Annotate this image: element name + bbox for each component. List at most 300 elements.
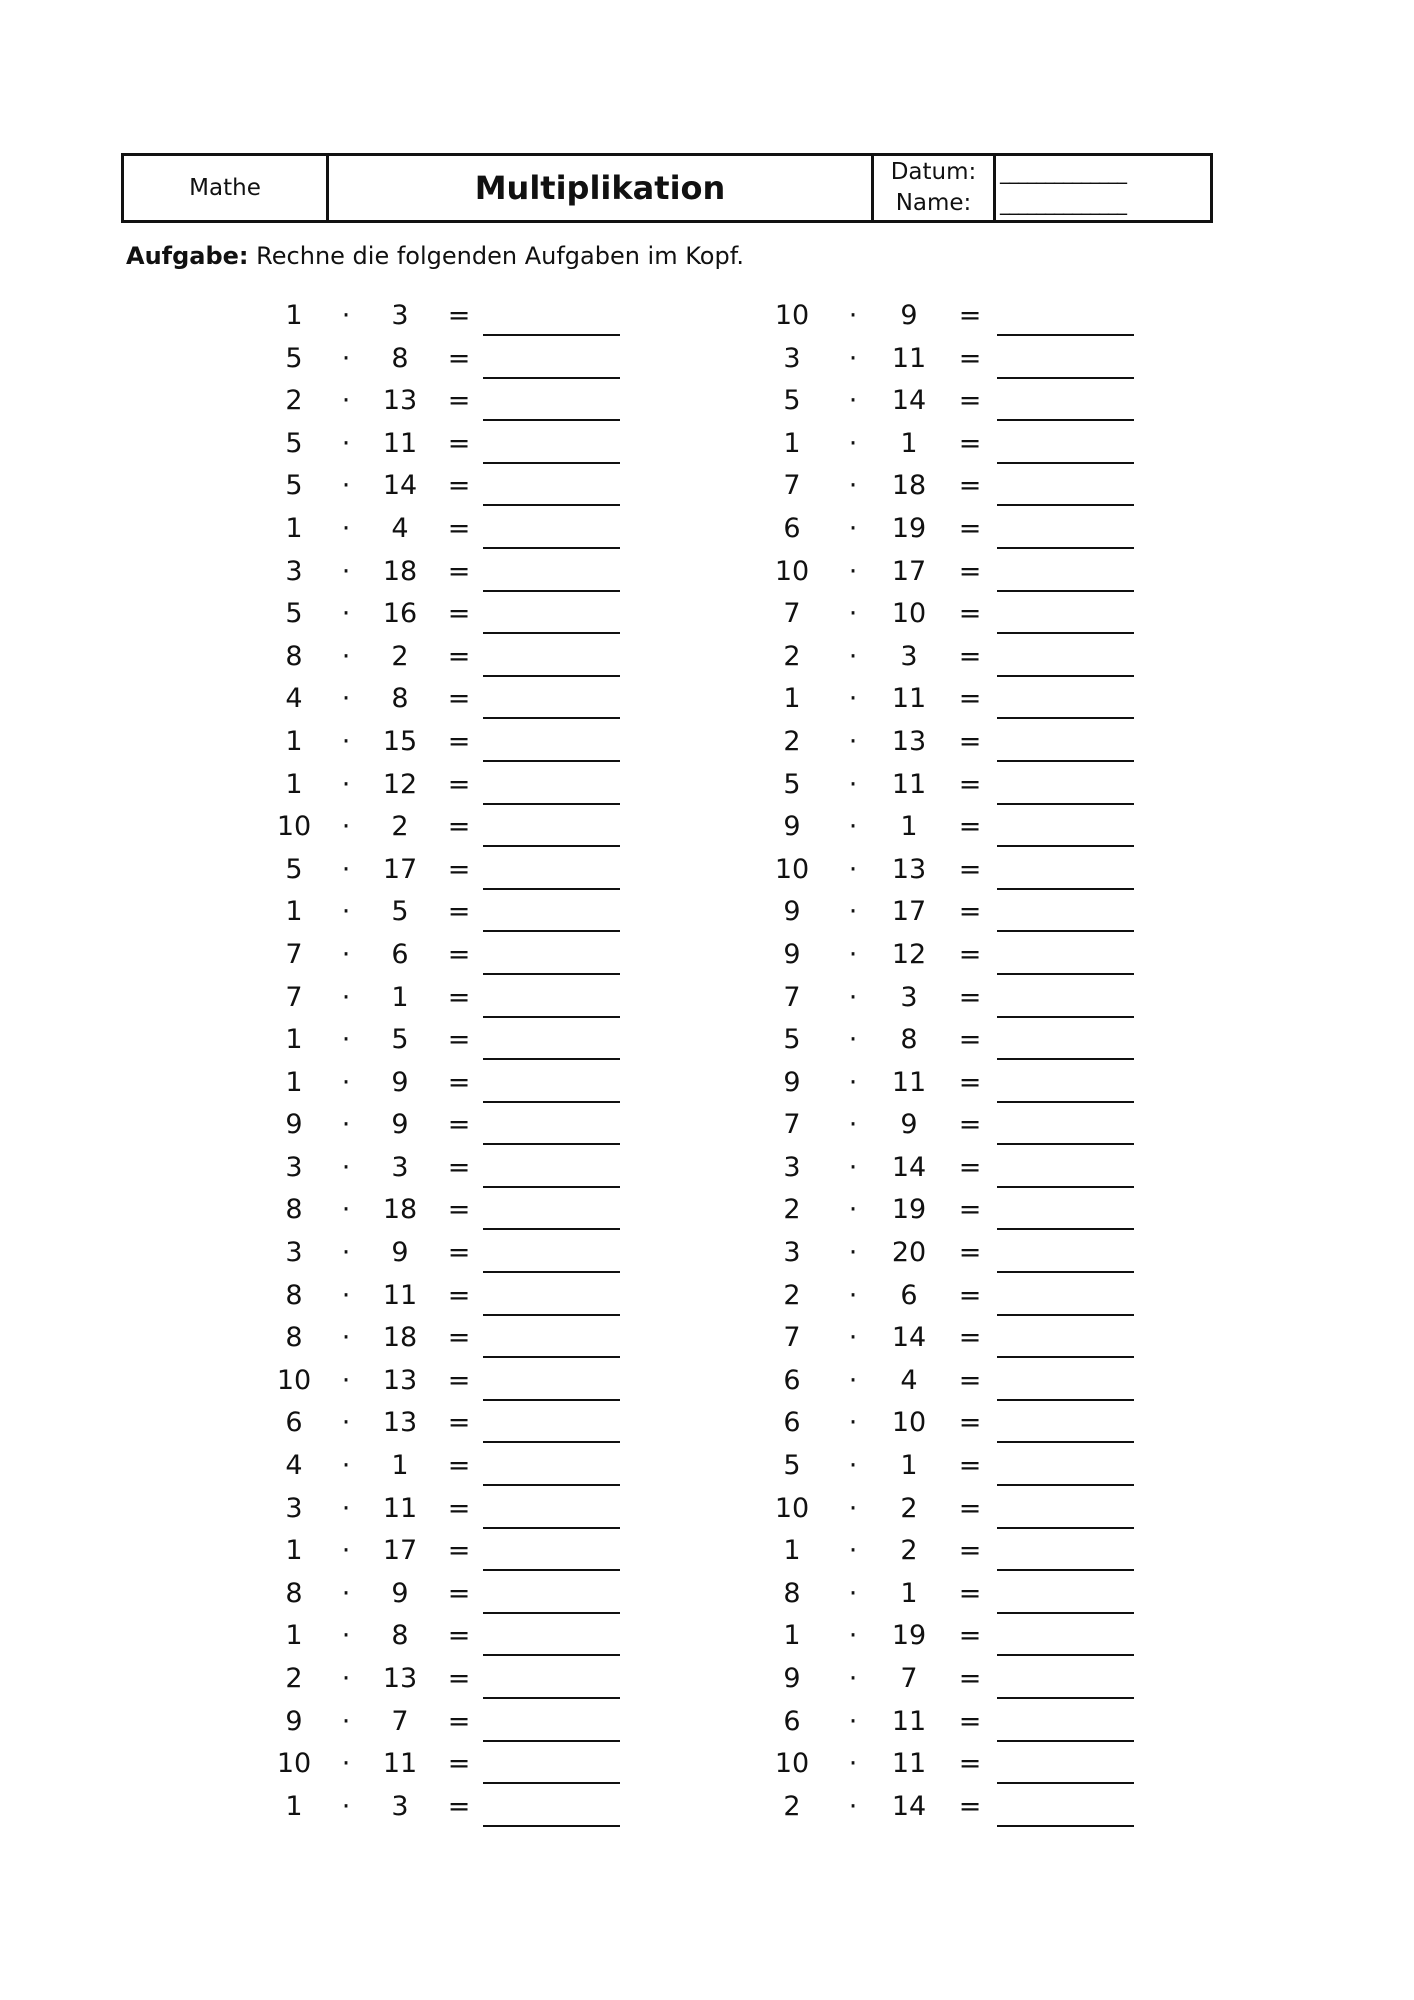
factor-b: 8 <box>391 342 409 374</box>
factor-a: 1 <box>783 1535 801 1567</box>
factor-b: 7 <box>900 1663 918 1694</box>
times-sign: · <box>848 896 858 928</box>
factor-a: 10 <box>276 1748 312 1780</box>
times-sign: · <box>341 342 351 374</box>
answer-line[interactable] <box>997 462 1134 464</box>
factor-a: 8 <box>783 1577 801 1609</box>
equals-sign: = <box>958 1492 982 1524</box>
factor-b: 11 <box>382 427 418 459</box>
times-sign: · <box>341 1364 351 1396</box>
name-label: Name: <box>895 190 972 216</box>
factor-b: 11 <box>382 1748 418 1780</box>
equals-sign: = <box>958 1577 982 1609</box>
times-sign: · <box>341 1279 351 1311</box>
equals-sign: = <box>958 1407 982 1439</box>
problem-row <box>0 680 982 723</box>
problem-row <box>0 553 982 596</box>
factor-a: 3 <box>285 1492 303 1524</box>
factor-b: 13 <box>382 385 418 417</box>
problem-row <box>0 1234 982 1277</box>
factor-b: 12 <box>891 938 927 970</box>
problem-row <box>0 1447 982 1490</box>
times-sign: · <box>341 811 351 843</box>
equals-sign: = <box>958 1705 982 1737</box>
times-sign: · <box>341 768 351 800</box>
factor-b: 13 <box>382 1364 418 1396</box>
times-sign: · <box>341 1577 351 1609</box>
factor-a: 5 <box>783 1450 801 1482</box>
equals-sign: = <box>447 1407 471 1439</box>
answer-line[interactable] <box>997 760 1134 762</box>
answer-line[interactable] <box>997 803 1134 805</box>
equals-sign: = <box>958 1151 982 1183</box>
times-sign: · <box>848 1748 858 1780</box>
factor-a: 6 <box>783 1364 801 1396</box>
times-sign: · <box>341 1790 351 1822</box>
factor-a: 7 <box>285 981 303 1013</box>
answer-line[interactable] <box>997 504 1134 506</box>
times-sign: · <box>848 1492 858 1524</box>
problem-row <box>0 1703 982 1746</box>
factor-a: 10 <box>774 1492 810 1524</box>
factor-a: 5 <box>285 598 303 630</box>
factor-b: 9 <box>391 1237 409 1269</box>
factor-a: 9 <box>783 811 801 843</box>
problem-row <box>0 510 982 553</box>
problem-row <box>0 340 982 383</box>
equals-sign: = <box>447 896 471 928</box>
factor-b: 18 <box>382 1194 418 1226</box>
times-sign: · <box>341 1450 351 1482</box>
equals-sign: = <box>447 342 471 374</box>
equals-sign: = <box>958 896 982 928</box>
factor-b: 9 <box>900 1109 918 1141</box>
times-sign: · <box>341 1066 351 1098</box>
answer-line[interactable] <box>997 1740 1134 1742</box>
problem-row <box>0 1575 982 1618</box>
factor-b: 14 <box>891 1790 927 1822</box>
equals-sign: = <box>958 938 982 970</box>
equals-sign: = <box>958 1535 982 1567</box>
problem-row <box>0 808 982 851</box>
factor-a: 2 <box>783 1194 801 1226</box>
answer-line[interactable] <box>997 845 1134 847</box>
factor-a: 1 <box>285 1620 303 1652</box>
factor-b: 13 <box>382 1663 418 1694</box>
answer-line[interactable] <box>997 590 1134 592</box>
factor-b: 1 <box>900 1450 918 1482</box>
times-sign: · <box>848 1705 858 1737</box>
answer-line[interactable] <box>997 1527 1134 1529</box>
factor-b: 12 <box>382 768 418 800</box>
answer-line[interactable] <box>997 334 1134 336</box>
times-sign: · <box>848 1322 858 1354</box>
factor-b: 17 <box>891 555 927 587</box>
name-field[interactable]: ______________ <box>1000 191 1126 215</box>
times-sign: · <box>848 427 858 459</box>
factor-b: 2 <box>900 1535 918 1567</box>
worksheet-header <box>121 153 1213 223</box>
times-sign: · <box>848 1024 858 1056</box>
worksheet-title: Multiplikation <box>329 156 874 220</box>
times-sign: · <box>341 853 351 885</box>
factor-a: 5 <box>285 342 303 374</box>
times-sign: · <box>848 1279 858 1311</box>
problem-row <box>0 638 982 681</box>
factor-b: 8 <box>391 683 409 715</box>
answer-line[interactable] <box>997 930 1134 932</box>
subject-cell: Mathe <box>124 156 329 220</box>
factor-a: 10 <box>774 555 810 587</box>
answer-line[interactable] <box>997 1101 1134 1103</box>
times-sign: · <box>848 981 858 1013</box>
factor-a: 5 <box>783 1024 801 1056</box>
equals-sign: = <box>447 1322 471 1354</box>
equals-sign: = <box>958 1024 982 1056</box>
factor-b: 4 <box>391 512 409 544</box>
answer-line[interactable] <box>997 1271 1134 1273</box>
times-sign: · <box>341 1705 351 1737</box>
times-sign: · <box>848 1620 858 1652</box>
factor-b: 11 <box>891 1066 927 1098</box>
times-sign: · <box>341 1322 351 1354</box>
problem-row <box>0 382 982 425</box>
times-sign: · <box>341 512 351 544</box>
times-sign: · <box>341 470 351 502</box>
times-sign: · <box>341 1535 351 1567</box>
factor-b: 1 <box>391 1450 409 1482</box>
answer-line[interactable] <box>997 888 1134 890</box>
equals-sign: = <box>958 1237 982 1269</box>
times-sign: · <box>341 683 351 715</box>
equals-sign: = <box>447 1024 471 1056</box>
factor-a: 10 <box>774 300 810 331</box>
problem-row <box>0 1106 982 1149</box>
factor-a: 6 <box>783 512 801 544</box>
meta-labels <box>874 156 996 220</box>
answer-line[interactable] <box>997 1186 1134 1188</box>
equals-sign: = <box>958 853 982 885</box>
times-sign: · <box>848 512 858 544</box>
factor-b: 3 <box>391 300 409 331</box>
factor-a: 10 <box>774 1748 810 1780</box>
task-label: Aufgabe: <box>126 242 249 270</box>
equals-sign: = <box>447 640 471 672</box>
times-sign: · <box>341 1620 351 1652</box>
right-problem-column <box>0 297 982 1830</box>
factor-b: 2 <box>900 1492 918 1524</box>
factor-a: 3 <box>783 1237 801 1269</box>
times-sign: · <box>848 1364 858 1396</box>
factor-b: 20 <box>891 1237 927 1269</box>
factor-b: 19 <box>891 1194 927 1226</box>
factor-a: 9 <box>285 1109 303 1141</box>
factor-a: 6 <box>285 1407 303 1439</box>
equals-sign: = <box>447 300 471 331</box>
date-field[interactable]: ______________ <box>1000 160 1126 184</box>
problem-row <box>0 979 982 1022</box>
times-sign: · <box>848 811 858 843</box>
equals-sign: = <box>447 683 471 715</box>
factor-b: 3 <box>391 1790 409 1822</box>
factor-b: 6 <box>900 1279 918 1311</box>
factor-a: 9 <box>783 896 801 928</box>
problem-row <box>0 1490 982 1533</box>
problem-row <box>0 467 982 510</box>
factor-b: 9 <box>900 300 918 331</box>
times-sign: · <box>848 725 858 757</box>
equals-sign: = <box>958 512 982 544</box>
factor-a: 1 <box>285 896 303 928</box>
factor-a: 10 <box>276 1364 312 1396</box>
factor-a: 9 <box>285 1705 303 1737</box>
answer-line[interactable] <box>997 1441 1134 1443</box>
answer-line[interactable] <box>997 1143 1134 1145</box>
equals-sign: = <box>447 1364 471 1396</box>
equals-sign: = <box>447 1194 471 1226</box>
times-sign: · <box>848 1535 858 1567</box>
factor-a: 1 <box>285 1024 303 1056</box>
times-sign: · <box>341 725 351 757</box>
factor-a: 3 <box>285 555 303 587</box>
factor-a: 8 <box>285 1194 303 1226</box>
times-sign: · <box>848 342 858 374</box>
factor-b: 2 <box>391 640 409 672</box>
factor-a: 3 <box>783 342 801 374</box>
factor-b: 1 <box>900 427 918 459</box>
factor-b: 19 <box>891 1620 927 1652</box>
equals-sign: = <box>958 342 982 374</box>
problem-row <box>0 595 982 638</box>
factor-b: 14 <box>891 1322 927 1354</box>
factor-a: 2 <box>783 640 801 672</box>
factor-a: 8 <box>285 1322 303 1354</box>
equals-sign: = <box>447 1790 471 1822</box>
equals-sign: = <box>958 768 982 800</box>
equals-sign: = <box>447 1066 471 1098</box>
factor-b: 18 <box>382 555 418 587</box>
equals-sign: = <box>447 981 471 1013</box>
times-sign: · <box>341 981 351 1013</box>
equals-sign: = <box>447 768 471 800</box>
answer-line[interactable] <box>997 1314 1134 1316</box>
factor-a: 6 <box>783 1705 801 1737</box>
answer-line[interactable] <box>997 1697 1134 1699</box>
factor-b: 3 <box>900 981 918 1013</box>
times-sign: · <box>848 598 858 630</box>
problem-row <box>0 1532 982 1575</box>
factor-b: 8 <box>391 1620 409 1652</box>
factor-a: 1 <box>783 1620 801 1652</box>
equals-sign: = <box>447 1705 471 1737</box>
answer-line[interactable] <box>997 1782 1134 1784</box>
problem-row <box>0 723 982 766</box>
equals-sign: = <box>958 555 982 587</box>
times-sign: · <box>341 385 351 417</box>
equals-sign: = <box>447 938 471 970</box>
equals-sign: = <box>958 725 982 757</box>
factor-b: 13 <box>382 1407 418 1439</box>
factor-a: 6 <box>783 1407 801 1439</box>
factor-a: 1 <box>285 768 303 800</box>
times-sign: · <box>341 1194 351 1226</box>
factor-b: 11 <box>382 1492 418 1524</box>
factor-b: 11 <box>891 342 927 374</box>
answer-line[interactable] <box>997 1016 1134 1018</box>
factor-a: 1 <box>783 683 801 715</box>
factor-b: 1 <box>391 981 409 1013</box>
factor-a: 1 <box>285 1066 303 1098</box>
times-sign: · <box>848 1109 858 1141</box>
equals-sign: = <box>447 1492 471 1524</box>
answer-line[interactable] <box>997 1058 1134 1060</box>
factor-a: 5 <box>285 427 303 459</box>
factor-b: 4 <box>900 1364 918 1396</box>
problem-row <box>0 1745 982 1788</box>
task-text: Rechne die folgenden Aufgaben im Kopf. <box>256 242 745 270</box>
equals-sign: = <box>447 811 471 843</box>
problem-row <box>0 1404 982 1447</box>
factor-a: 3 <box>783 1151 801 1183</box>
answer-line[interactable] <box>997 1612 1134 1614</box>
factor-a: 2 <box>285 385 303 417</box>
factor-a: 5 <box>285 470 303 502</box>
times-sign: · <box>341 1492 351 1524</box>
times-sign: · <box>848 385 858 417</box>
factor-b: 2 <box>391 811 409 843</box>
factor-a: 5 <box>783 385 801 417</box>
answer-line[interactable] <box>997 717 1134 719</box>
answer-line[interactable] <box>997 1569 1134 1571</box>
problem-row <box>0 1319 982 1362</box>
times-sign: · <box>848 1237 858 1269</box>
factor-a: 4 <box>285 1450 303 1482</box>
task-instruction <box>126 242 744 270</box>
factor-a: 9 <box>783 1663 801 1694</box>
problem-row <box>0 1191 982 1234</box>
times-sign: · <box>341 300 351 331</box>
factor-a: 8 <box>285 640 303 672</box>
factor-a: 5 <box>285 853 303 885</box>
equals-sign: = <box>447 725 471 757</box>
answer-line[interactable] <box>997 1356 1134 1358</box>
equals-sign: = <box>447 1535 471 1567</box>
answer-line[interactable] <box>997 675 1134 677</box>
factor-a: 8 <box>285 1577 303 1609</box>
factor-b: 11 <box>891 1748 927 1780</box>
problem-row <box>0 1021 982 1064</box>
equals-sign: = <box>447 1577 471 1609</box>
factor-a: 1 <box>285 512 303 544</box>
equals-sign: = <box>958 1066 982 1098</box>
factor-b: 17 <box>382 853 418 885</box>
factor-a: 1 <box>285 1790 303 1822</box>
answer-line[interactable] <box>997 973 1134 975</box>
times-sign: · <box>848 768 858 800</box>
answer-line[interactable] <box>997 1654 1134 1656</box>
answer-line[interactable] <box>997 632 1134 634</box>
factor-a: 7 <box>783 598 801 630</box>
problem-row <box>0 1362 982 1405</box>
equals-sign: = <box>447 598 471 630</box>
factor-b: 16 <box>382 598 418 630</box>
answer-line[interactable] <box>997 1228 1134 1230</box>
times-sign: · <box>341 1237 351 1269</box>
factor-a: 3 <box>285 1237 303 1269</box>
factor-a: 7 <box>783 1322 801 1354</box>
problem-row <box>0 851 982 894</box>
factor-b: 11 <box>891 768 927 800</box>
times-sign: · <box>341 896 351 928</box>
equals-sign: = <box>447 853 471 885</box>
times-sign: · <box>341 1663 351 1694</box>
problem-row <box>0 1277 982 1320</box>
factor-b: 13 <box>891 853 927 885</box>
factor-a: 10 <box>276 811 312 843</box>
problem-row <box>0 297 982 340</box>
equals-sign: = <box>447 1151 471 1183</box>
factor-a: 2 <box>783 1790 801 1822</box>
equals-sign: = <box>958 427 982 459</box>
factor-a: 7 <box>285 938 303 970</box>
equals-sign: = <box>958 598 982 630</box>
factor-a: 4 <box>285 683 303 715</box>
equals-sign: = <box>447 1748 471 1780</box>
problem-row <box>0 766 982 809</box>
equals-sign: = <box>958 981 982 1013</box>
factor-a: 9 <box>783 938 801 970</box>
times-sign: · <box>341 598 351 630</box>
equals-sign: = <box>958 470 982 502</box>
equals-sign: = <box>958 300 982 331</box>
factor-b: 5 <box>391 1024 409 1056</box>
times-sign: · <box>848 1194 858 1226</box>
factor-a: 1 <box>285 1535 303 1567</box>
factor-b: 5 <box>391 896 409 928</box>
times-sign: · <box>341 555 351 587</box>
times-sign: · <box>848 1151 858 1183</box>
answer-line[interactable] <box>997 547 1134 549</box>
times-sign: · <box>848 300 858 331</box>
factor-b: 7 <box>391 1705 409 1737</box>
equals-sign: = <box>447 1109 471 1141</box>
factor-b: 11 <box>891 1705 927 1737</box>
answer-line[interactable] <box>997 1825 1134 1827</box>
meta-blanks <box>996 156 1210 220</box>
times-sign: · <box>341 1109 351 1141</box>
problem-row <box>0 1660 982 1703</box>
equals-sign: = <box>447 470 471 502</box>
factor-a: 7 <box>783 470 801 502</box>
factor-b: 9 <box>391 1577 409 1609</box>
factor-b: 10 <box>891 598 927 630</box>
answer-line[interactable] <box>997 1484 1134 1486</box>
times-sign: · <box>848 853 858 885</box>
equals-sign: = <box>958 1748 982 1780</box>
factor-b: 11 <box>382 1279 418 1311</box>
factor-b: 9 <box>391 1066 409 1098</box>
answer-line[interactable] <box>997 377 1134 379</box>
factor-b: 6 <box>391 938 409 970</box>
equals-sign: = <box>958 1663 982 1694</box>
factor-a: 1 <box>783 427 801 459</box>
equals-sign: = <box>958 1790 982 1822</box>
factor-b: 3 <box>391 1151 409 1183</box>
answer-line[interactable] <box>997 419 1134 421</box>
equals-sign: = <box>958 811 982 843</box>
factor-a: 7 <box>783 981 801 1013</box>
answer-line[interactable] <box>997 1399 1134 1401</box>
